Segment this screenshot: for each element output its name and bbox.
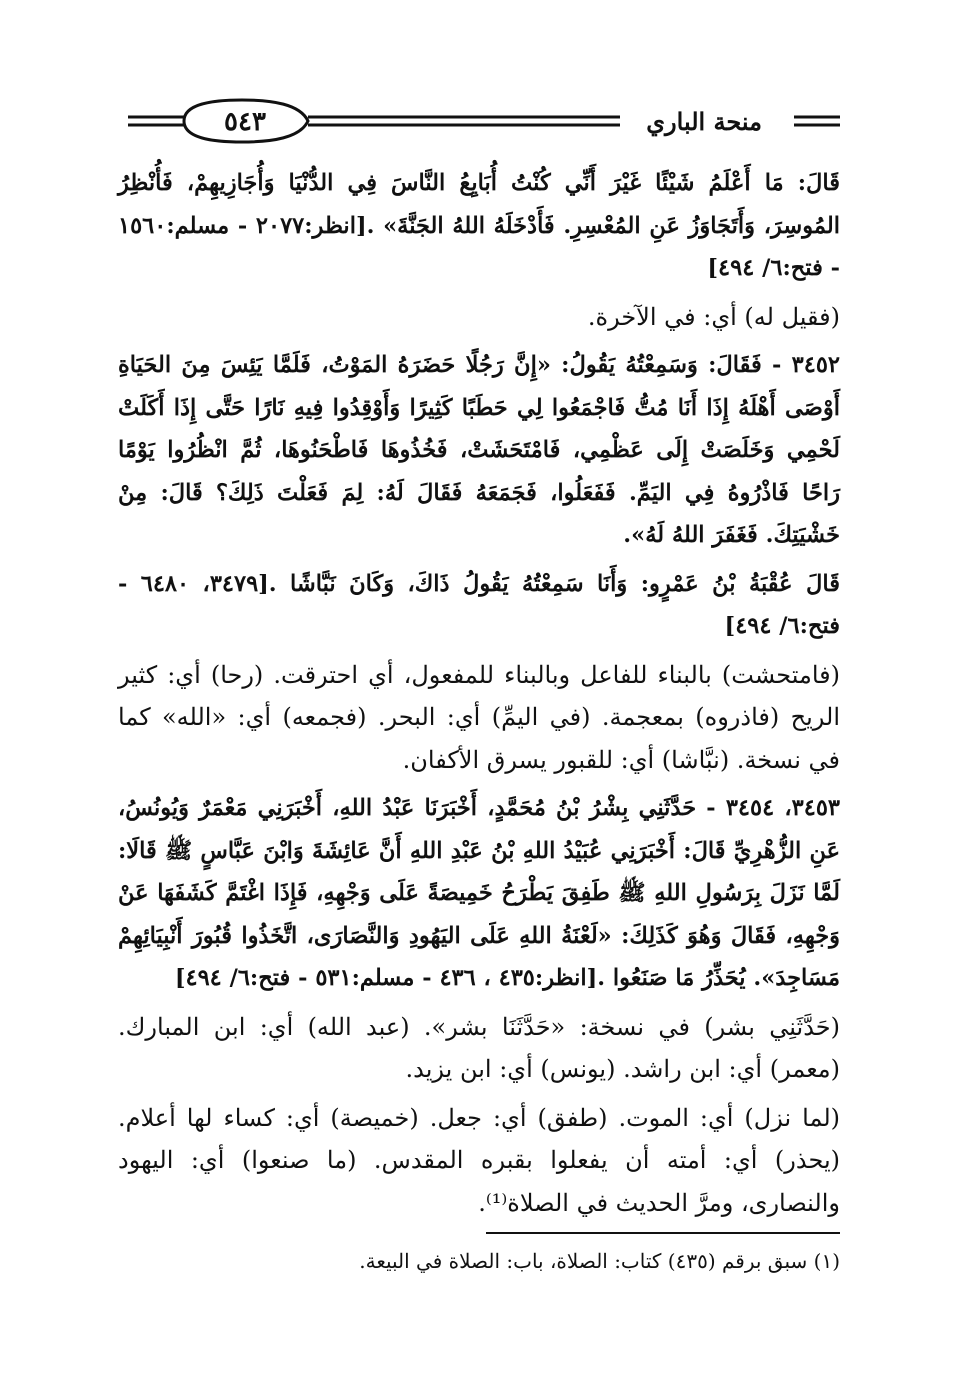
page-number: ٥٤٣ [224,107,266,137]
hadith-paragraph: قَالَ عُقْبَةُ بْنُ عَمْرٍو: وَأَنَا سَمِعْتُهُ يَقُولُ ذَاكَ، وَكَانَ نَبَّاشًا .[٣٤٧٩، ٦٤٨٠ - فتح:٦/ ٤٩٤] [118,570,840,639]
page-header [122,92,842,152]
commentary-paragraph: (فقيل له) أي: في الآخرة. [587,302,840,331]
hadith-paragraph: ٣٤٥٢ - فَقَالَ: وَسَمِعْتُهُ يَقُولُ: «إِنَّ رَجُلًا حَضَرَهُ المَوْتُ، فَلَمَّا يَئِسَ مِنَ الحَيَاةِ أَوْصَى أَهْلَهُ إِذَا أَنَا مُتُّ فَاجْمَعُوا لِي حَطَبًا كَثِيرًا وَأَوْقِدُوا فِيهِ نَارًا حَتَّى إِذَا أَكَلَتْ لَحْمِي وَخَلَصَتْ إِلَى عَظْمِي، فَامْتَحَشَتْ، فَخُذُوهَا فَاطْحَنُوهَا، ثُمَّ انْظُرُوا يَوْمًا رَاحًا فَاذْرُوهُ فِي اليَمِّ. فَفَعَلُوا، فَجَمَعَهُ فَقَالَ لَهُ: لِمَ فَعَلْتَ ذَلِكَ؟ قَالَ: مِنْ خَشْيَتِكَ. فَغَفَرَ اللهُ لَهُ». [118,352,840,548]
hadith-paragraph: قَالَ: مَا أَعْلَمُ شَيْئًا غَيْرَ أَنِّي كُنْتُ أُبَايِعُ النَّاسَ فِي الدُّنْيَا وَأُجَازِيهِمْ، فَأُنْظِرُ المُوسِرَ، وَأَتَجَاوَزُ عَنِ المُعْسِرِ. فَأَدْخَلَهُ اللهُ الجَنَّةَ» .[انظر:٢٠٧٧ - مسلم:١٥٦٠ - فتح:٦/ ٤٩٤] [118,170,840,281]
main-text [118,162,840,1230]
commentary-paragraph: (لما نزل) أي: الموت. (طفق) أي: جعل. (خميصة) أي: كساء لها أعلام. (يحذر) أي: أمته أن يفعلوا بقبره المقدس. (ما صنعوا) أي: اليهود والنصارى، ومرَّ الحديث في الصلاة⁽¹⁾. [118,1103,840,1217]
footnote-divider [486,1232,840,1234]
commentary-paragraph: (فامتحشت) بالبناء للفاعل وبالبناء للمفعول، أي احترقت. (رحا) أي: كثير الريح (فاذروه) بمعجمة. (في اليمِّ) أي: البحر. (فجمعه) أي: «الله» كما في نسخة. (نبَّاشا) أي: للقبور يسرق الأكفان. [118,660,840,774]
book-title: منحة الباري [646,107,762,136]
commentary-paragraph: (حَدَّثَنِي بشر) في نسخة: «حَدَّثَنَا بشر». (عبد الله) أي: ابن المبارك. (معمر) أي: ابن راشد. (يونس) أي: ابن يزيد. [118,1012,840,1083]
hadith-paragraph: ٣٤٥٣، ٣٤٥٤ - حَدَّثَنِي بِشْرُ بْنُ مُحَمَّدٍ، أَخْبَرَنَا عَبْدُ اللهِ، أَخْبَرَنِي مَعْمَرٌ وَيُونُسُ، عَنِ الزُّهْرِيِّ قَالَ: أَخْبَرَنِي عُبَيْدُ اللهِ بْنُ عَبْدِ اللهِ أَنَّ عَائِشَةَ وَابْنَ عَبَّاسٍ ﷺ قَالَا: لَمَّا نَزَلَ بِرَسُولِ اللهِ ﷺ طَفِقَ يَطْرَحُ خَمِيصَةً عَلَى وَجْهِهِ، فَإِذَا اغْتَمَّ كَشَفَهَا عَنْ وَجْهِهِ، فَقَالَ وَهُوَ كَذَلِكَ: «لَعْنَةُ اللهِ عَلَى اليَهُودِ وَالنَّصَارَى، اتَّخَذُوا قُبُورَ أَنْبِيَائِهِمْ مَسَاجِدَ». يُحَذِّرُ مَا صَنَعُوا .[انظر:٤٣٥ ، ٤٣٦ - مسلم:٥٣١ - فتح:٦/ ٤٩٤] [118,795,840,991]
footnote: (١) سبق برقم (٤٣٥) كتاب: الصلاة، باب: الصلاة في البيعة. [359,1249,840,1273]
